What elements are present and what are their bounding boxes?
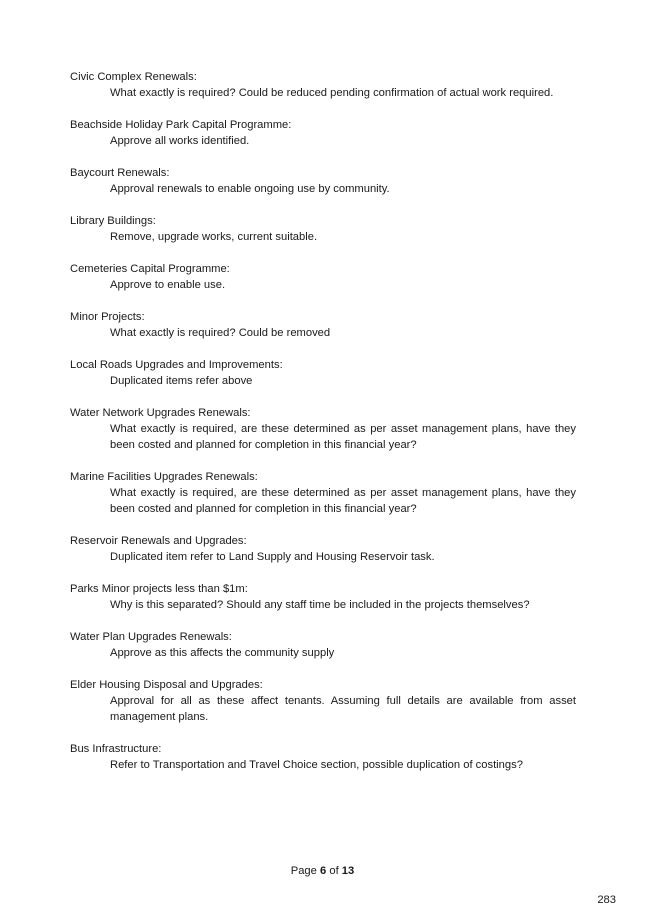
item-comment: What exactly is required, are these determined as per asset management plans, have they been costed and planned for completion in this financial year? [110,423,576,451]
item-comment: Why is this separated? Should any staff time be included in the projects themselves? [110,599,530,611]
list-item [70,309,576,341]
list-item [70,677,576,725]
list-item [70,629,576,661]
footer-current-page: 6 [320,865,327,877]
footer-of-word: of [329,865,339,877]
item-heading: Baycourt Renewals: [70,167,170,179]
item-heading: Reservoir Renewals and Upgrades: [70,535,247,547]
item-heading: Beachside Holiday Park Capital Programme: [70,119,292,131]
item-comment: Duplicated item refer to Land Supply and Housing Reservoir task. [110,551,435,563]
list-item [70,213,576,245]
item-comment: Approval for all as these affect tenants. Assuming full details are available from asset management plans. [110,695,576,723]
list-item [70,741,576,773]
item-heading: Civic Complex Renewals: [70,71,197,83]
item-comment: Approve all works identified. [110,135,250,147]
item-heading: Library Buildings: [70,215,156,227]
item-comment: What exactly is required? Could be removed [110,327,331,339]
footer-page-word: Page [290,865,317,877]
item-comment: Approval renewals to enable ongoing use by community. [110,183,390,195]
item-comment: What exactly is required? Could be reduced pending confirmation of actual work required. [110,87,554,99]
list-item [70,469,576,517]
item-heading: Water Network Upgrades Renewals: [70,407,251,419]
list-item [70,357,576,389]
item-comment: What exactly is required, are these determined as per asset management plans, have they been costed and planned for completion in this financial year? [110,487,576,515]
list-item [70,533,576,565]
item-heading: Bus Infrastructure: [70,743,162,755]
item-comment: Duplicated items refer above [110,375,253,387]
item-comment: Approve to enable use. [110,279,226,291]
list-item [70,69,576,101]
item-comment: Remove, upgrade works, current suitable. [110,231,318,243]
item-heading: Elder Housing Disposal and Upgrades: [70,679,263,691]
item-heading: Marine Facilities Upgrades Renewals: [70,471,258,483]
list-item [70,165,576,197]
list-item [70,581,576,613]
list-item [70,117,576,149]
item-comment: Approve as this affects the community supply [110,647,335,659]
item-heading: Cemeteries Capital Programme: [70,263,230,275]
item-comment: Refer to Transportation and Travel Choice section, possible duplication of costings? [110,759,523,771]
item-heading: Local Roads Upgrades and Improvements: [70,359,283,371]
page-footer [0,864,645,878]
list-item [70,261,576,293]
footer-total-pages: 13 [341,865,355,877]
item-heading: Minor Projects: [70,311,145,323]
item-heading: Water Plan Upgrades Renewals: [70,631,232,643]
document-page-number: 283 [597,894,616,906]
item-heading: Parks Minor projects less than $1m: [70,583,248,595]
comments-list [70,69,576,789]
list-item [70,405,576,453]
